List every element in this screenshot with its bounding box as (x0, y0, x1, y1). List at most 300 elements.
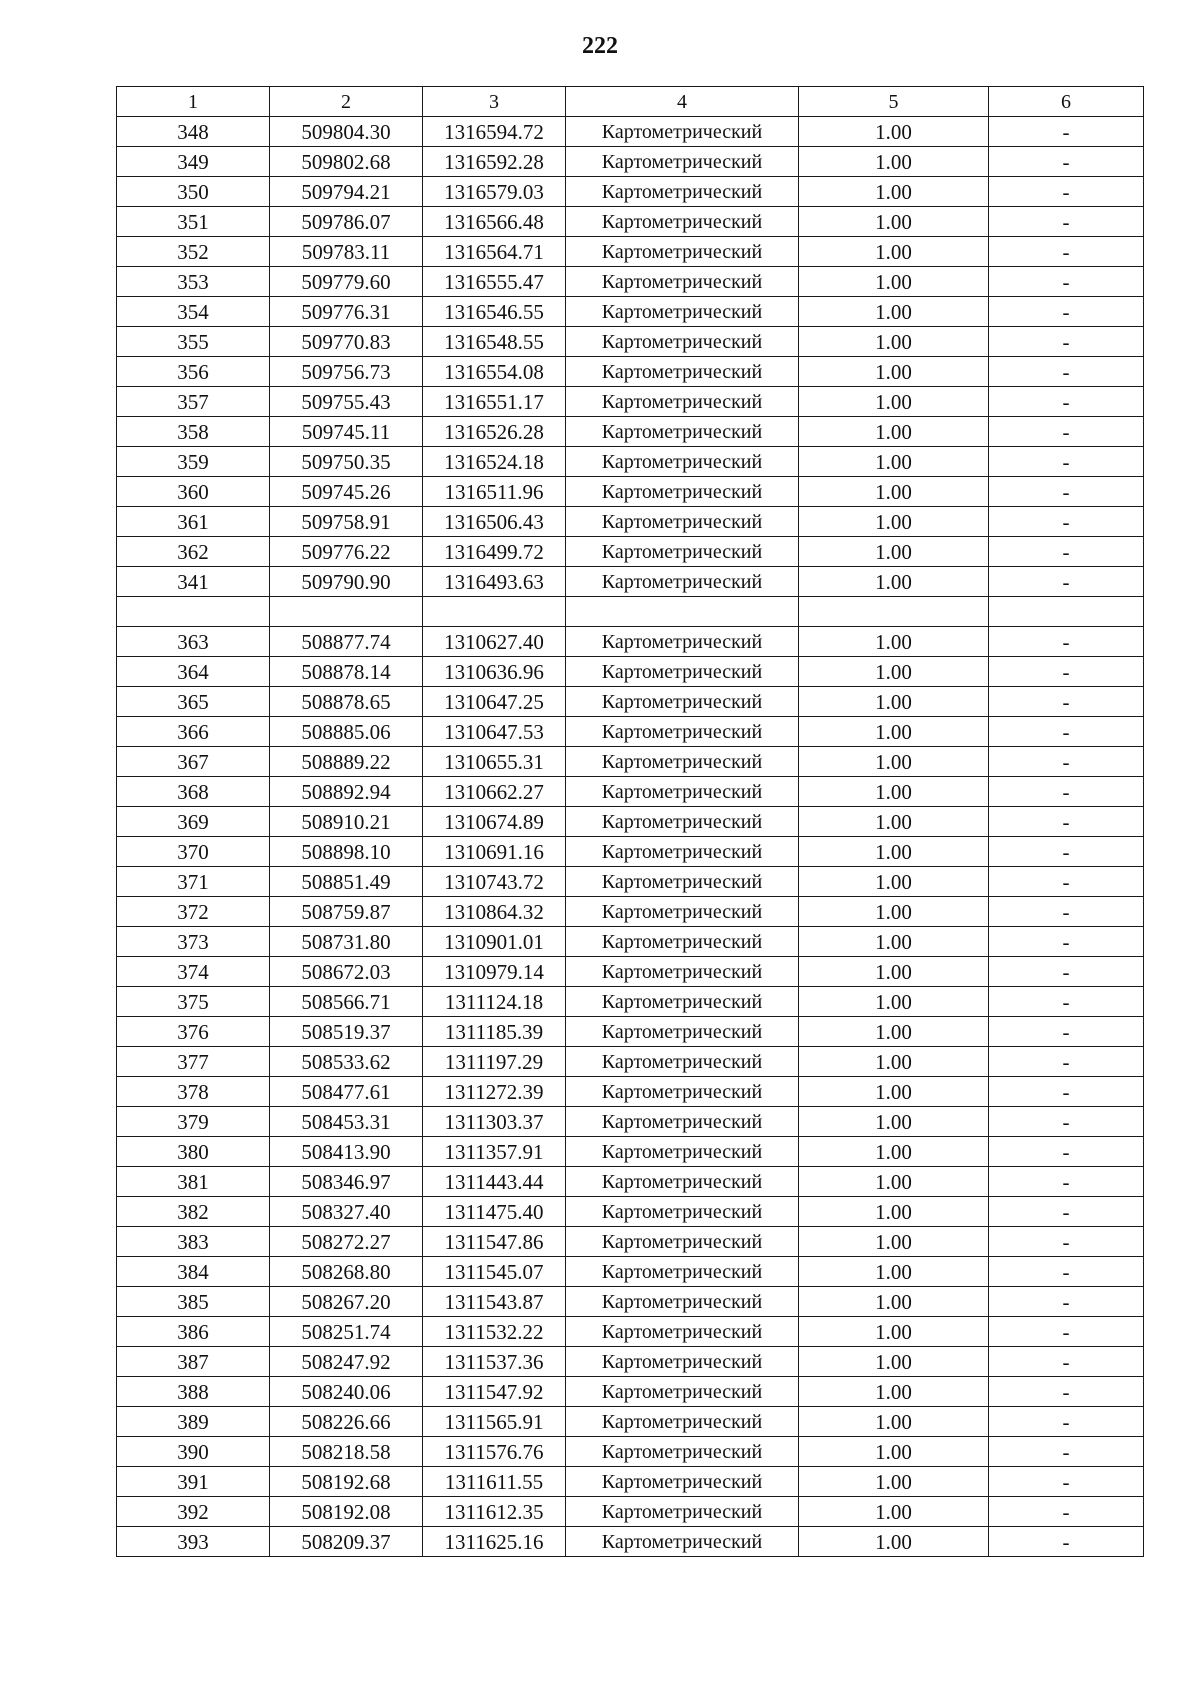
method-cell: Картометрический (566, 1047, 799, 1077)
method-cell: Картометрический (566, 567, 799, 597)
description-cell: - (989, 507, 1144, 537)
y-coordinate-cell: 1311547.92 (423, 1377, 566, 1407)
x-coordinate-cell: 509770.83 (270, 327, 423, 357)
accuracy-cell: 1.00 (799, 1377, 989, 1407)
method-cell: Картометрический (566, 1347, 799, 1377)
description-cell: - (989, 867, 1144, 897)
method-cell: Картометрический (566, 1227, 799, 1257)
point-number-cell (117, 597, 270, 627)
method-cell: Картометрический (566, 177, 799, 207)
table-row (117, 687, 1144, 717)
y-coordinate-cell: 1316592.28 (423, 147, 566, 177)
method-cell: Картометрический (566, 1527, 799, 1557)
table-row (117, 297, 1144, 327)
point-number-cell: 371 (117, 867, 270, 897)
y-coordinate-cell: 1316551.17 (423, 387, 566, 417)
description-cell: - (989, 327, 1144, 357)
method-cell: Картометрический (566, 867, 799, 897)
y-coordinate-cell: 1316564.71 (423, 237, 566, 267)
method-cell: Картометрический (566, 747, 799, 777)
method-cell: Картометрический (566, 1287, 799, 1317)
x-coordinate-cell: 508889.22 (270, 747, 423, 777)
x-coordinate-cell: 508268.80 (270, 1257, 423, 1287)
point-number-cell: 357 (117, 387, 270, 417)
description-cell: - (989, 987, 1144, 1017)
table-body (117, 117, 1144, 1557)
accuracy-cell: 1.00 (799, 1497, 989, 1527)
description-cell: - (989, 1467, 1144, 1497)
description-cell: - (989, 687, 1144, 717)
table-row (117, 1497, 1144, 1527)
accuracy-cell: 1.00 (799, 1047, 989, 1077)
description-cell: - (989, 1227, 1144, 1257)
y-coordinate-cell: 1311625.16 (423, 1527, 566, 1557)
accuracy-cell: 1.00 (799, 1017, 989, 1047)
x-coordinate-cell: 508533.62 (270, 1047, 423, 1077)
y-coordinate-cell: 1311303.37 (423, 1107, 566, 1137)
y-coordinate-cell: 1316594.72 (423, 117, 566, 147)
x-coordinate-cell: 509776.22 (270, 537, 423, 567)
description-cell: - (989, 357, 1144, 387)
method-cell: Картометрический (566, 1077, 799, 1107)
x-coordinate-cell: 509758.91 (270, 507, 423, 537)
x-coordinate-cell: 508192.08 (270, 1497, 423, 1527)
x-coordinate-cell: 508346.97 (270, 1167, 423, 1197)
x-coordinate-cell: 508877.74 (270, 627, 423, 657)
y-coordinate-cell: 1311537.36 (423, 1347, 566, 1377)
point-number-cell: 388 (117, 1377, 270, 1407)
x-coordinate-cell: 509745.26 (270, 477, 423, 507)
point-number-cell: 369 (117, 807, 270, 837)
x-coordinate-cell: 508218.58 (270, 1437, 423, 1467)
x-coordinate-cell: 508267.20 (270, 1287, 423, 1317)
accuracy-cell: 1.00 (799, 357, 989, 387)
table-row (117, 357, 1144, 387)
table-row (117, 1377, 1144, 1407)
column-header-2: 2 (270, 87, 423, 117)
table-row (117, 1227, 1144, 1257)
description-cell: - (989, 1047, 1144, 1077)
description-cell: - (989, 417, 1144, 447)
accuracy-cell: 1.00 (799, 1437, 989, 1467)
point-number-cell: 385 (117, 1287, 270, 1317)
point-number-cell: 370 (117, 837, 270, 867)
point-number-cell: 392 (117, 1497, 270, 1527)
y-coordinate-cell: 1311611.55 (423, 1467, 566, 1497)
method-cell: Картометрический (566, 387, 799, 417)
accuracy-cell: 1.00 (799, 1347, 989, 1377)
x-coordinate-cell: 509779.60 (270, 267, 423, 297)
table-header (117, 87, 1144, 117)
method-cell: Картометрический (566, 717, 799, 747)
description-cell: - (989, 747, 1144, 777)
accuracy-cell: 1.00 (799, 387, 989, 417)
description-cell: - (989, 477, 1144, 507)
point-number-cell: 382 (117, 1197, 270, 1227)
x-coordinate-cell: 509786.07 (270, 207, 423, 237)
point-number-cell: 364 (117, 657, 270, 687)
table-row (117, 1017, 1144, 1047)
x-coordinate-cell: 508892.94 (270, 777, 423, 807)
column-header-5: 5 (799, 87, 989, 117)
point-number-cell: 355 (117, 327, 270, 357)
x-coordinate-cell: 508453.31 (270, 1107, 423, 1137)
table-row (117, 717, 1144, 747)
y-coordinate-cell: 1310647.25 (423, 687, 566, 717)
description-cell: - (989, 237, 1144, 267)
accuracy-cell: 1.00 (799, 567, 989, 597)
y-coordinate-cell: 1311272.39 (423, 1077, 566, 1107)
table-row (117, 147, 1144, 177)
accuracy-cell: 1.00 (799, 627, 989, 657)
y-coordinate-cell: 1316526.28 (423, 417, 566, 447)
y-coordinate-cell: 1310647.53 (423, 717, 566, 747)
accuracy-cell: 1.00 (799, 807, 989, 837)
x-coordinate-cell: 509776.31 (270, 297, 423, 327)
accuracy-cell: 1.00 (799, 987, 989, 1017)
y-coordinate-cell: 1311576.76 (423, 1437, 566, 1467)
x-coordinate-cell: 508878.14 (270, 657, 423, 687)
point-number-cell: 380 (117, 1137, 270, 1167)
method-cell: Картометрический (566, 147, 799, 177)
header-row (117, 87, 1144, 117)
method-cell: Картометрический (566, 507, 799, 537)
table-row (117, 537, 1144, 567)
method-cell: Картометрический (566, 447, 799, 477)
method-cell: Картометрический (566, 207, 799, 237)
x-coordinate-cell: 508851.49 (270, 867, 423, 897)
y-coordinate-cell: 1310864.32 (423, 897, 566, 927)
description-cell: - (989, 177, 1144, 207)
accuracy-cell: 1.00 (799, 657, 989, 687)
method-cell: Картометрический (566, 1167, 799, 1197)
table-row (117, 1317, 1144, 1347)
table-row (117, 1257, 1144, 1287)
x-coordinate-cell: 509804.30 (270, 117, 423, 147)
description-cell: - (989, 1137, 1144, 1167)
y-coordinate-cell: 1311185.39 (423, 1017, 566, 1047)
table-row (117, 837, 1144, 867)
table-row (117, 1197, 1144, 1227)
accuracy-cell: 1.00 (799, 777, 989, 807)
method-cell: Картометрический (566, 417, 799, 447)
description-cell: - (989, 267, 1144, 297)
point-number-cell: 363 (117, 627, 270, 657)
point-number-cell: 341 (117, 567, 270, 597)
table-row (117, 1347, 1144, 1377)
point-number-cell: 351 (117, 207, 270, 237)
point-number-cell: 372 (117, 897, 270, 927)
column-header-1: 1 (117, 87, 270, 117)
table-row (117, 897, 1144, 927)
accuracy-cell: 1.00 (799, 1407, 989, 1437)
y-coordinate-cell: 1316524.18 (423, 447, 566, 477)
table-row (117, 927, 1144, 957)
table-row (117, 477, 1144, 507)
description-cell: - (989, 387, 1144, 417)
point-number-cell: 377 (117, 1047, 270, 1077)
point-number-cell: 391 (117, 1467, 270, 1497)
description-cell: - (989, 1437, 1144, 1467)
column-header-6: 6 (989, 87, 1144, 117)
y-coordinate-cell: 1310743.72 (423, 867, 566, 897)
table-row (117, 117, 1144, 147)
x-coordinate-cell: 508477.61 (270, 1077, 423, 1107)
x-coordinate-cell: 509745.11 (270, 417, 423, 447)
accuracy-cell: 1.00 (799, 117, 989, 147)
method-cell: Картометрический (566, 1107, 799, 1137)
description-cell: - (989, 207, 1144, 237)
x-coordinate-cell: 509750.35 (270, 447, 423, 477)
y-coordinate-cell: 1311443.44 (423, 1167, 566, 1197)
method-cell: Картометрический (566, 1017, 799, 1047)
accuracy-cell: 1.00 (799, 477, 989, 507)
x-coordinate-cell: 508272.27 (270, 1227, 423, 1257)
accuracy-cell: 1.00 (799, 897, 989, 927)
y-coordinate-cell: 1311545.07 (423, 1257, 566, 1287)
accuracy-cell: 1.00 (799, 1077, 989, 1107)
accuracy-cell: 1.00 (799, 867, 989, 897)
point-number-cell: 348 (117, 117, 270, 147)
description-cell: - (989, 1527, 1144, 1557)
point-number-cell: 365 (117, 687, 270, 717)
accuracy-cell: 1.00 (799, 1467, 989, 1497)
description-cell: - (989, 147, 1144, 177)
point-number-cell: 360 (117, 477, 270, 507)
column-header-3: 3 (423, 87, 566, 117)
method-cell: Картометрический (566, 957, 799, 987)
description-cell (989, 597, 1144, 627)
table-row (117, 327, 1144, 357)
table-row (117, 777, 1144, 807)
point-number-cell: 387 (117, 1347, 270, 1377)
method-cell: Картометрический (566, 987, 799, 1017)
accuracy-cell: 1.00 (799, 297, 989, 327)
accuracy-cell: 1.00 (799, 837, 989, 867)
point-number-cell: 383 (117, 1227, 270, 1257)
description-cell: - (989, 717, 1144, 747)
x-coordinate-cell: 508910.21 (270, 807, 423, 837)
y-coordinate-cell: 1311543.87 (423, 1287, 566, 1317)
y-coordinate-cell: 1310901.01 (423, 927, 566, 957)
table-row (117, 747, 1144, 777)
description-cell: - (989, 1497, 1144, 1527)
description-cell: - (989, 957, 1144, 987)
point-number-cell: 376 (117, 1017, 270, 1047)
description-cell: - (989, 897, 1144, 927)
table-row (117, 1527, 1144, 1557)
description-cell: - (989, 1287, 1144, 1317)
method-cell: Картометрический (566, 837, 799, 867)
description-cell: - (989, 1407, 1144, 1437)
point-number-cell: 352 (117, 237, 270, 267)
x-coordinate-cell: 508672.03 (270, 957, 423, 987)
y-coordinate-cell: 1316511.96 (423, 477, 566, 507)
description-cell: - (989, 1347, 1144, 1377)
description-cell: - (989, 1167, 1144, 1197)
table-row (117, 807, 1144, 837)
description-cell: - (989, 1257, 1144, 1287)
point-number-cell: 361 (117, 507, 270, 537)
method-cell: Картометрический (566, 537, 799, 567)
y-coordinate-cell: 1310979.14 (423, 957, 566, 987)
table-row (117, 957, 1144, 987)
table-row (117, 507, 1144, 537)
accuracy-cell: 1.00 (799, 1107, 989, 1137)
point-number-cell: 353 (117, 267, 270, 297)
accuracy-cell: 1.00 (799, 267, 989, 297)
table-row (117, 177, 1144, 207)
accuracy-cell (799, 597, 989, 627)
y-coordinate-cell: 1316554.08 (423, 357, 566, 387)
x-coordinate-cell (270, 597, 423, 627)
y-coordinate-cell: 1311547.86 (423, 1227, 566, 1257)
method-cell: Картометрический (566, 627, 799, 657)
table-row (117, 1167, 1144, 1197)
method-cell: Картометрический (566, 1437, 799, 1467)
method-cell: Картометрический (566, 327, 799, 357)
point-number-cell: 354 (117, 297, 270, 327)
x-coordinate-cell: 509802.68 (270, 147, 423, 177)
description-cell: - (989, 807, 1144, 837)
table-row (117, 657, 1144, 687)
y-coordinate-cell: 1311612.35 (423, 1497, 566, 1527)
accuracy-cell: 1.00 (799, 1257, 989, 1287)
y-coordinate-cell: 1310655.31 (423, 747, 566, 777)
table-row (117, 1107, 1144, 1137)
point-number-cell: 368 (117, 777, 270, 807)
accuracy-cell: 1.00 (799, 1227, 989, 1257)
accuracy-cell: 1.00 (799, 1527, 989, 1557)
x-coordinate-cell: 508413.90 (270, 1137, 423, 1167)
separator-row (117, 597, 1144, 627)
method-cell: Картометрический (566, 807, 799, 837)
x-coordinate-cell: 508240.06 (270, 1377, 423, 1407)
accuracy-cell: 1.00 (799, 1317, 989, 1347)
method-cell: Картометрический (566, 297, 799, 327)
accuracy-cell: 1.00 (799, 447, 989, 477)
description-cell: - (989, 837, 1144, 867)
accuracy-cell: 1.00 (799, 327, 989, 357)
description-cell: - (989, 567, 1144, 597)
description-cell: - (989, 117, 1144, 147)
method-cell: Картометрический (566, 1497, 799, 1527)
point-number-cell: 373 (117, 927, 270, 957)
table-row (117, 1407, 1144, 1437)
table-row (117, 1287, 1144, 1317)
accuracy-cell: 1.00 (799, 1287, 989, 1317)
x-coordinate-cell: 508519.37 (270, 1017, 423, 1047)
y-coordinate-cell: 1316493.63 (423, 567, 566, 597)
x-coordinate-cell: 509783.11 (270, 237, 423, 267)
accuracy-cell: 1.00 (799, 417, 989, 447)
x-coordinate-cell: 508759.87 (270, 897, 423, 927)
y-coordinate-cell: 1311475.40 (423, 1197, 566, 1227)
table-row (117, 447, 1144, 477)
y-coordinate-cell: 1311124.18 (423, 987, 566, 1017)
x-coordinate-cell: 509794.21 (270, 177, 423, 207)
accuracy-cell: 1.00 (799, 957, 989, 987)
y-coordinate-cell: 1311197.29 (423, 1047, 566, 1077)
table-row (117, 987, 1144, 1017)
description-cell: - (989, 777, 1144, 807)
y-coordinate-cell: 1316499.72 (423, 537, 566, 567)
method-cell: Картометрический (566, 927, 799, 957)
accuracy-cell: 1.00 (799, 927, 989, 957)
point-number-cell: 384 (117, 1257, 270, 1287)
point-number-cell: 367 (117, 747, 270, 777)
y-coordinate-cell: 1310691.16 (423, 837, 566, 867)
y-coordinate-cell: 1311565.91 (423, 1407, 566, 1437)
description-cell: - (989, 297, 1144, 327)
table-row (117, 1137, 1144, 1167)
description-cell: - (989, 537, 1144, 567)
accuracy-cell: 1.00 (799, 237, 989, 267)
point-number-cell: 366 (117, 717, 270, 747)
description-cell: - (989, 927, 1144, 957)
y-coordinate-cell: 1310662.27 (423, 777, 566, 807)
table-row (117, 237, 1144, 267)
method-cell: Картометрический (566, 1377, 799, 1407)
method-cell: Картометрический (566, 267, 799, 297)
y-coordinate-cell: 1316566.48 (423, 207, 566, 237)
y-coordinate-cell: 1316546.55 (423, 297, 566, 327)
x-coordinate-cell: 509756.73 (270, 357, 423, 387)
accuracy-cell: 1.00 (799, 207, 989, 237)
description-cell: - (989, 1017, 1144, 1047)
y-coordinate-cell: 1316555.47 (423, 267, 566, 297)
point-number-cell: 375 (117, 987, 270, 1017)
x-coordinate-cell: 508898.10 (270, 837, 423, 867)
x-coordinate-cell: 508327.40 (270, 1197, 423, 1227)
point-number-cell: 381 (117, 1167, 270, 1197)
table-row (117, 1077, 1144, 1107)
point-number-cell: 349 (117, 147, 270, 177)
accuracy-cell: 1.00 (799, 1167, 989, 1197)
page-number: 222 (582, 33, 618, 59)
description-cell: - (989, 1377, 1144, 1407)
description-cell: - (989, 447, 1144, 477)
method-cell: Картометрический (566, 357, 799, 387)
description-cell: - (989, 657, 1144, 687)
description-cell: - (989, 1197, 1144, 1227)
y-coordinate-cell: 1310636.96 (423, 657, 566, 687)
accuracy-cell: 1.00 (799, 687, 989, 717)
method-cell: Картометрический (566, 1467, 799, 1497)
method-cell: Картометрический (566, 1197, 799, 1227)
x-coordinate-cell: 508209.37 (270, 1527, 423, 1557)
table-row (117, 417, 1144, 447)
method-cell: Картометрический (566, 1407, 799, 1437)
table-row (117, 1047, 1144, 1077)
point-number-cell: 390 (117, 1437, 270, 1467)
point-number-cell: 362 (117, 537, 270, 567)
coordinates-table (116, 86, 1144, 1557)
table-row (117, 1437, 1144, 1467)
x-coordinate-cell: 508731.80 (270, 927, 423, 957)
y-coordinate-cell: 1310674.89 (423, 807, 566, 837)
point-number-cell: 350 (117, 177, 270, 207)
method-cell: Картометрический (566, 1317, 799, 1347)
table-row (117, 1467, 1144, 1497)
accuracy-cell: 1.00 (799, 537, 989, 567)
x-coordinate-cell: 508247.92 (270, 1347, 423, 1377)
point-number-cell: 393 (117, 1527, 270, 1557)
x-coordinate-cell: 509755.43 (270, 387, 423, 417)
method-cell: Картометрический (566, 657, 799, 687)
accuracy-cell: 1.00 (799, 717, 989, 747)
y-coordinate-cell: 1311357.91 (423, 1137, 566, 1167)
